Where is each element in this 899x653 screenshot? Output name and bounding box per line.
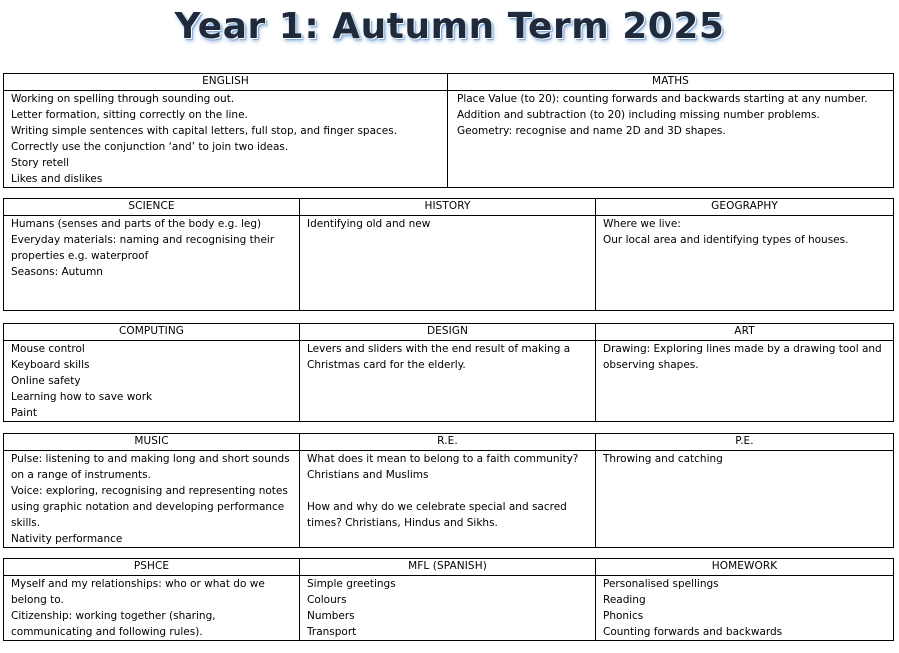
page-title: Year 1: Autumn Term 2025 — [174, 6, 725, 47]
science-line: Seasons: Autumn — [11, 266, 103, 278]
homework-line: Phonics — [603, 610, 644, 622]
pe-cell — [596, 451, 894, 548]
science-header: SCIENCE — [4, 199, 300, 216]
english-line: Correctly use the conjunction ‘and’ to join two ideas. — [11, 141, 289, 153]
music-cell — [4, 451, 300, 548]
history-cell — [300, 216, 596, 311]
computing-line: Mouse control — [11, 343, 85, 355]
science-line: Humans (senses and parts of the body e.g. leg) — [11, 218, 262, 230]
english-header: ENGLISH — [4, 74, 448, 91]
maths-line: Addition and subtraction (to 20) including missing number problems. — [457, 109, 820, 121]
art-header: ART — [596, 324, 894, 341]
homework-line: Counting forwards and backwards — [603, 626, 783, 638]
art-cell — [596, 341, 894, 422]
maths-cell — [448, 91, 894, 188]
computing-line: Paint — [11, 407, 37, 419]
re-spacer — [307, 483, 589, 499]
homework-header: HOMEWORK — [596, 559, 894, 576]
table-science-history-geography — [3, 198, 894, 311]
homework-line: Personalised spellings — [603, 578, 719, 590]
re-header: R.E. — [300, 434, 596, 451]
re-line: How and why do we celebrate special and sacred times? Christians, Hindus and Sikhs. — [307, 501, 567, 529]
mfl-header: MFL (SPANISH) — [300, 559, 596, 576]
homework-line: Reading — [603, 594, 646, 606]
geography-header: GEOGRAPHY — [596, 199, 894, 216]
design-header: DESIGN — [300, 324, 596, 341]
design-cell — [300, 341, 596, 422]
english-line: Letter formation, sitting correctly on the line. — [11, 109, 248, 121]
mfl-line: Simple greetings — [307, 578, 396, 590]
mfl-line: Transport — [307, 626, 357, 638]
geography-cell — [596, 216, 894, 311]
history-line: Identifying old and new — [307, 218, 431, 230]
design-line: Levers and sliders with the end result of making a Christmas card for the elderly. — [307, 343, 571, 371]
mfl-cell — [300, 576, 596, 641]
history-header: HISTORY — [300, 199, 596, 216]
re-cell — [300, 451, 596, 548]
english-line: Working on spelling through sounding out. — [11, 93, 235, 105]
maths-header: MATHS — [448, 74, 894, 91]
music-line: Pulse: listening to and making long and short sounds on a range of instruments. — [11, 453, 290, 481]
music-line: Voice: exploring, recognising and representing notes using graphic notation and developing performance skills. — [11, 485, 288, 529]
computing-line: Keyboard skills — [11, 359, 90, 371]
table-english-maths — [3, 73, 894, 188]
art-line: Drawing: Exploring lines made by a drawing tool and observing shapes. — [603, 343, 882, 371]
computing-cell — [4, 341, 300, 422]
pshce-line: Myself and my relationships: who or what do we belong to. — [11, 578, 265, 606]
pshce-line: Citizenship: working together (sharing, communicating and following rules). — [11, 610, 216, 638]
computing-line: Online safety — [11, 375, 81, 387]
re-line: What does it mean to belong to a faith community? Christians and Muslims — [307, 453, 579, 481]
music-header: MUSIC — [4, 434, 300, 451]
geography-line: Where we live: — [603, 218, 681, 230]
table-pshce-mfl-homework — [3, 558, 894, 641]
geography-line: Our local area and identifying types of houses. — [603, 234, 849, 246]
pe-line: Throwing and catching — [603, 453, 723, 465]
computing-header: COMPUTING — [4, 324, 300, 341]
english-cell — [4, 91, 448, 188]
english-line: Story retell — [11, 157, 70, 169]
table-computing-design-art — [3, 323, 894, 422]
pshce-header: PSHCE — [4, 559, 300, 576]
pshce-cell — [4, 576, 300, 641]
homework-cell — [596, 576, 894, 641]
table-music-re-pe — [3, 433, 894, 548]
music-line: Nativity performance — [11, 533, 123, 545]
computing-line: Learning how to save work — [11, 391, 153, 403]
science-cell — [4, 216, 300, 311]
mfl-line: Numbers — [307, 610, 355, 622]
maths-line: Place Value (to 20): counting forwards and backwards starting at any number. — [457, 93, 868, 105]
pe-header: P.E. — [596, 434, 894, 451]
science-line: Everyday materials: naming and recognising their properties e.g. waterproof — [11, 234, 275, 262]
maths-line: Geometry: recognise and name 2D and 3D shapes. — [457, 125, 726, 137]
english-line: Likes and dislikes — [11, 173, 103, 185]
english-line: Writing simple sentences with capital letters, full stop, and finger spaces. — [11, 125, 398, 137]
mfl-line: Colours — [307, 594, 347, 606]
